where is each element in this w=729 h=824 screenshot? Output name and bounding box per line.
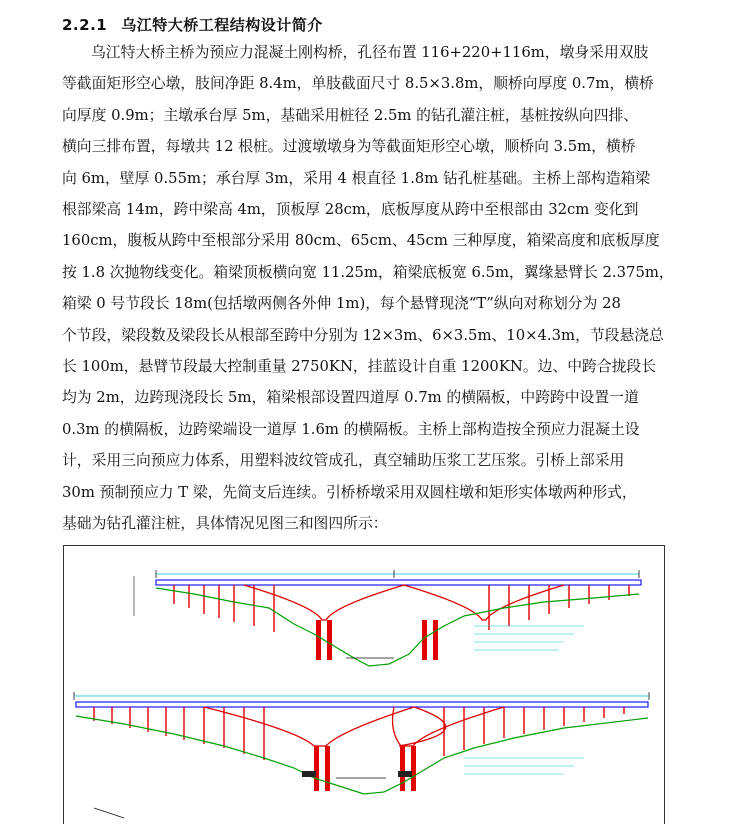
main-pier <box>327 620 332 660</box>
paragraph-line: 30m 预制预应力 T 梁，先简支后连续。引桥桥墩采用双圆柱墩和矩形实体墩两种形式， <box>62 483 637 501</box>
paragraph-line: 根部梁高 14m，跨中梁高 4m，顶板厚 28cm，底板厚度从跨中至根部由 32cm 变化到 <box>62 201 639 219</box>
annotation-lines <box>474 626 584 650</box>
paragraph-line: 乌江特大桥主桥为预应力混凝土刚构桥，孔径布置 116+220+116m，墩身采用双肢 <box>91 44 649 61</box>
bridge-deck <box>156 580 641 585</box>
main-pier <box>316 620 321 660</box>
paragraph-line: 等截面矩形空心墩，肢间净距 8.4m，单肢截面尺寸 8.5×3.8m，顺桥向厚度 0.7m，横桥 <box>62 75 654 93</box>
section-number: 2.2.1 <box>62 16 108 34</box>
bridge-elevation-drawing <box>64 546 664 824</box>
annotation-lines <box>464 758 584 774</box>
body-paragraph <box>62 37 672 540</box>
paragraph-line: 箱梁 0 号节段长 18m(包括墩两侧各外伸 1m)，每个悬臂现浇“T”纵向对称划分为 28 <box>62 295 621 313</box>
main-pier <box>314 746 319 791</box>
ground-profile <box>156 588 639 666</box>
main-pier <box>433 620 438 660</box>
paragraph-line: 基础为钻孔灌注桩，具体情况见图三和图四所示： <box>62 515 388 533</box>
pile-cap <box>302 771 316 777</box>
paragraph-line: 向 6m，壁厚 0.55m；承台厚 3m，采用 4 根直径 1.8m 钻孔桩基础。主桥上部构造箱梁 <box>62 169 651 187</box>
paragraph-line: 计，采用三向预应力体系，用塑料波纹管成孔，真空辅助压浆工艺压浆。引桥上部采用 <box>62 452 625 470</box>
paragraph-line: 向厚度 0.9m；主墩承台厚 5m，基础采用桩径 2.5m 的钻孔灌注桩，基桩按纵向四排、 <box>62 106 639 124</box>
paragraph-line: 长 100m，悬臂节段最大控制重量 2750KN，挂蓝设计自重 1200KN。边、中跨合拢段长 <box>62 358 657 376</box>
box-girder-soffit <box>244 585 564 620</box>
box-girder-soffit <box>393 707 504 746</box>
ground-profile <box>76 716 648 794</box>
paragraph-line: 个节段，梁段数及梁段长从根部至跨中分别为 12×3m、6×3.5m、10×4.3m，节段悬浇总 <box>62 326 664 344</box>
paragraph-line: 横向三排布置，每墩共 12 根桩。过渡墩墩身为等截面矩形空心墩，顺桥向 3.5m，横桥 <box>62 138 636 156</box>
paragraph-line: 按 1.8 次抛物线变化。箱梁顶板横向宽 11.25m，箱梁底板宽 6.5m，翼缘悬臂长 2.375m， <box>62 263 674 281</box>
section-heading <box>62 14 323 35</box>
main-pier <box>411 746 416 791</box>
bridge-drawing-figure <box>63 545 665 824</box>
paragraph-line: 0.3m 的横隔板，边跨梁端设一道厚 1.6m 的横隔板。主桥上部构造按全预应力混凝土设 <box>62 420 640 438</box>
bridge-deck <box>76 702 648 707</box>
pile-cap <box>398 771 412 777</box>
approach-piers-left <box>94 707 264 760</box>
approach-piers-left <box>174 585 274 632</box>
paragraph-line: 均为 2m，边跨现浇段长 5m，箱梁根部设置四道厚 0.7m 的横隔板，中跨跨中设置一道 <box>62 389 639 407</box>
section-title: 乌江特大桥工程结构设计简介 <box>121 16 323 34</box>
main-pier <box>325 746 330 791</box>
upper-elevation-view <box>134 570 641 666</box>
lower-elevation-view <box>74 692 649 818</box>
paragraph-line: 160cm，腹板从跨中至根部分采用 80cm、65cm、45cm 三种厚度，箱梁高度和底板厚度 <box>62 232 660 250</box>
